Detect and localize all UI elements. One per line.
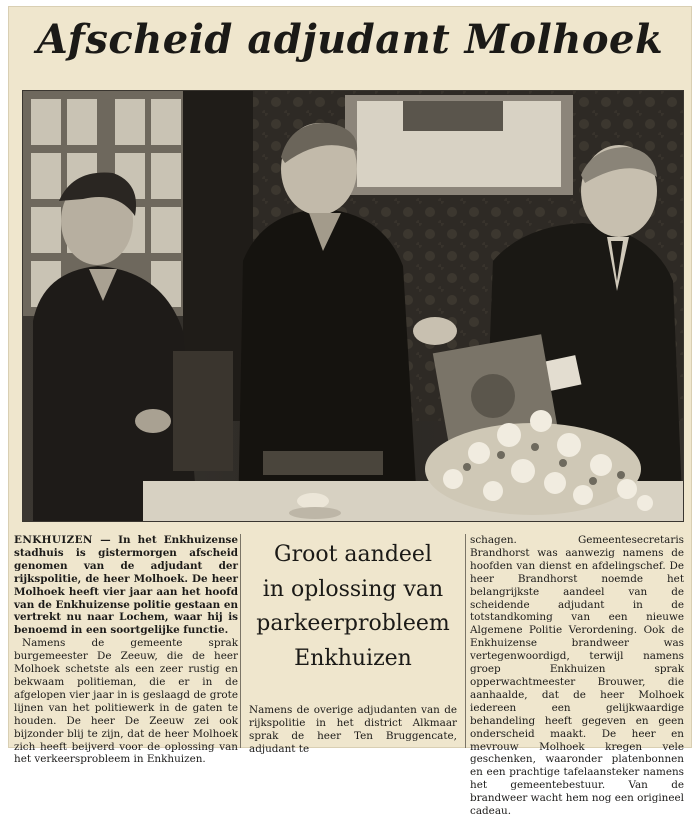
article-lead [14,534,238,637]
paragraph-2: Namens de overige adjudanten van de rijkspolitie in het district Alkmaar sprak de heer Ten Bruggencate, adjudant te [249,704,457,755]
headline: Afscheid adjudant Molhoek [36,16,664,63]
article-column-middle [240,534,466,755]
article-body [8,534,692,818]
dateline: ENKHUIZEN — [14,534,112,546]
subheadline [241,538,465,676]
paragraph-3: schagen. Gemeentesecretaris Brandhorst was aanwezig namens de hoofden van dienst en afdelingschef. De heer Brandhorst noemde het belangrijkste aandeel van de scheidende adjudant in de totstandkoming van een nieuwe Algemene Politie Verordening. Ook de Enkhuizense brandweer was vertegenwoordigd, terwijl namens groep Enkhuizen sprak opperwachtmeester Brouwer, die aanhaalde, dat de heer Molhoek iedereen een gelijkwaardige behandeling heeft gegeven en geen onderscheid maakt. De heer en mevrouw Molhoek kregen vele geschenken, waaronder platenbonnen en een prachtige tafelaansteker namens het gemeentebestuur. Van de brandweer wacht hem nog een origineel cadeau. [470,534,684,818]
article-column-right [470,534,684,818]
news-photo [22,90,684,522]
photo-illustration [23,91,683,521]
subheadline-line-1: Groot aandeel [274,542,432,567]
article-column-left [14,534,238,766]
newspaper-clipping [8,6,692,818]
framed-painting [345,95,573,195]
lead-text: In het Enkhuizense stadhuis is gistermorgen afscheid genomen van de adjudant der rijkspolitie, de heer Molhoek. De heer Molhoek heeft vier jaar aan het hoofd van de Enkhuizense politie gestaan en vertrekt nu naar Lochem, waar hij is benoemd in een soortgelijke functie. [14,534,238,637]
subheadline-line-4: Enkhuizen [294,645,412,671]
paragraph-1: Namens de gemeente sprak burgemeester De Zeeuw, die de heer Molhoek schetste als een zeer rustig en bekwaam politieman, die er in de afgelopen vier jaar in is geslaagd de grote lijnen van het politiewerk in de gaten te houden. De heer De Zeeuw zei ook bijzonder blij te zijn, dat de heer Molhoek zich heeft beijverd voor de oplossing van het verkeersprobleem in Enkhuizen. [14,637,238,766]
subheadline-line-3: parkeerprobleem [256,611,450,636]
subheadline-line-2: in oplossing van [262,576,444,602]
